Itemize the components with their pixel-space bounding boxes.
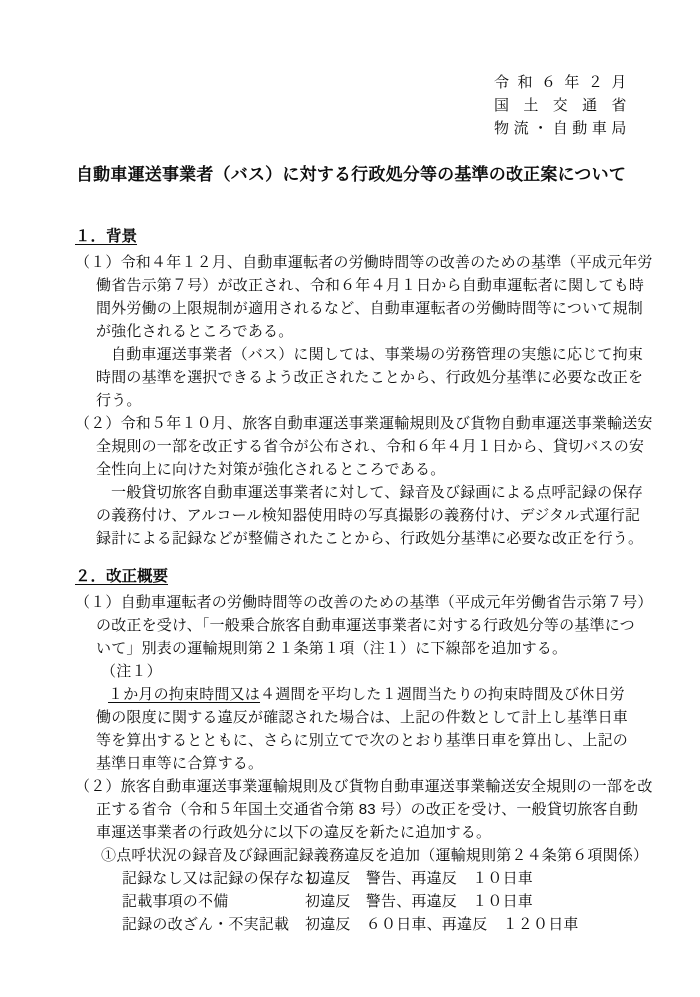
doc-line: が強化されるところである。 [96, 323, 294, 340]
doc-line: 自動車運送事業者（バス）に関しては、事業場の労務管理の実態に応じて拘束 [111, 346, 644, 363]
violation-penalty: 初違反 警告、再違反 １０日車 [305, 870, 534, 887]
violation-row [122, 890, 627, 913]
document-body [75, 225, 653, 936]
doc-line: 基準日車等に合算する。 [96, 755, 264, 772]
doc-line: 働の限度に関する違反が確認された場合は、上記の件数として計上し基準日車 [96, 709, 629, 726]
doc-line: 等を算出するとともに、さらに別立てで次のとおり基準日車を算出し、上記の [96, 732, 629, 749]
doc-line: （２）旅客自動車運送事業運輸規則及び貨物自動車運送事業輸送安全規則の一部を改 [75, 778, 653, 795]
doc-line: （２）令和５年１０月、旅客自動車運送事業運輸規則及び貨物自動車運送事業輸送安 [75, 415, 653, 432]
underlined-text: １か月の拘束時間又は [108, 686, 261, 703]
doc-line: の改正を受け、「一般乗合旅客自動車運送事業者に対する行政処分等の基準につ [96, 617, 635, 634]
violation-penalty: 初違反 警告、再違反 １０日車 [305, 893, 534, 910]
doc-line: 全性向上に向けた対策が強化されるところである。 [96, 461, 446, 478]
violation-row [122, 913, 627, 936]
doc-line: （注１） [101, 663, 162, 680]
header-ministry: 国土交通省 [494, 97, 627, 114]
doc-line: 全規則の一部を改正する省令が公布され、令和６年４月１日から、貸切バスの安 [96, 438, 645, 455]
header-bureau: 物流・自動車局 [494, 120, 627, 137]
doc-line: 時間の基準を選択できるよう改正されたことから、行政処分基準に必要な改正を [96, 369, 644, 386]
violation-row [122, 867, 627, 890]
doc-line: 間外労働の上限規制が適用されるなど、自動車運転者の労働時間等について規制 [96, 300, 643, 317]
doc-line: 行う。 [96, 392, 142, 409]
violation-label: 記録の改ざん・不実記載 [122, 916, 290, 933]
section-heading: １．背景 [75, 228, 138, 245]
doc-line: ①点呼状況の録音及び録画記録義務違反を追加（運輸規則第２４条第６項関係） [101, 847, 649, 864]
header-date: 令和６年２月 [494, 74, 627, 91]
violation-label: 記載事項の不備 [122, 893, 229, 910]
doc-line: の義務付け、アルコール検知器使用時の写真撮影の義務付け、デジタル式運行記 [96, 507, 641, 524]
doc-line: （１）令和４年１２月、自動車運転者の労働時間等の改善のための基準（平成元年労 [75, 254, 653, 271]
violation-label: 記録なし又は記録の保存なし [122, 870, 320, 887]
section-heading: ２．改正概要 [75, 568, 169, 585]
doc-line: 一般貸切旅客自動車運送事業者に対して、録音及び録画による点呼記録の保存 [111, 484, 643, 501]
doc-line: 録計による記録などが整備されたことから、行政処分基準に必要な改正を行う。 [96, 530, 644, 547]
doc-line: 働省告示第７号）が改正され、令和６年４月１日から自動車運転者に関しても時 [96, 277, 645, 294]
violation-penalty: 初違反 ６０日車、再違反 １２０日車 [305, 916, 579, 933]
doc-line: （１）自動車運転者の労働時間等の改善のための基準（平成元年労働省告示第７号） [75, 594, 653, 611]
document-header [494, 71, 627, 140]
doc-line: １か月の拘束時間又は４週間を平均した１週間当たりの拘束時間及び休日労 [108, 686, 625, 703]
doc-line: 車運送事業者の行政処分に以下の違反を新たに追加する。 [96, 824, 492, 841]
doc-line: 正する省令（令和５年国土交通省令第 83 号）の改正を受け、一般貸切旅客自動 [96, 801, 639, 818]
document-title: 自動車運送事業者（バス）に対する行政処分等の基準の改正案について [75, 165, 627, 184]
doc-line: いて」別表の運輸規則第２１条第１項（注１）に下線部を追加する。 [96, 640, 568, 657]
